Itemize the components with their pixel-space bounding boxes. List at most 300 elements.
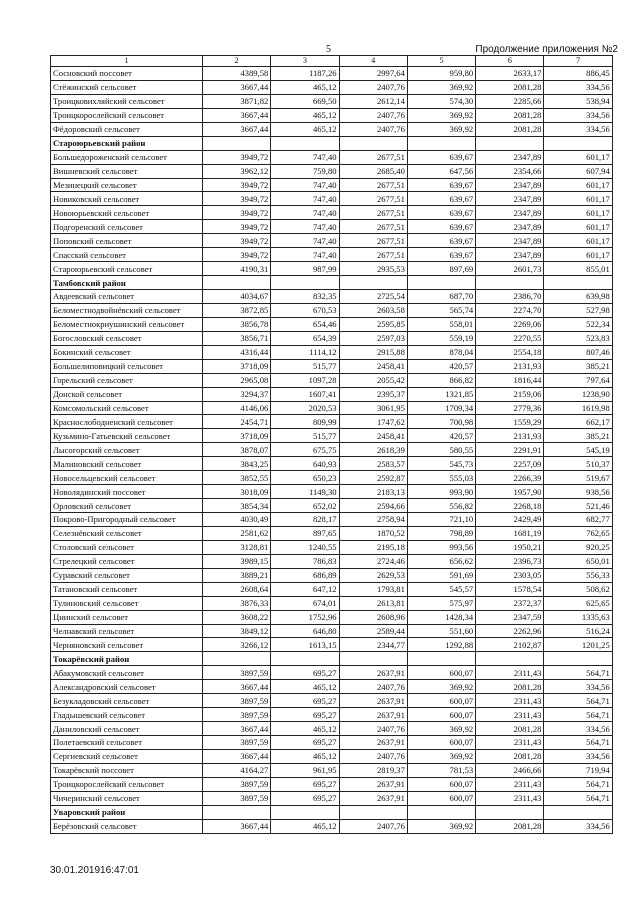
continuation-note: Продолжение приложения №2 (475, 44, 618, 55)
value-cell: 662,17 (544, 415, 612, 429)
district-header-row (51, 652, 613, 666)
value-cell: 2195,18 (339, 540, 407, 554)
value-cell: 3667,44 (203, 80, 271, 94)
value-cell: 1097,28 (271, 373, 339, 387)
district-header-row (51, 276, 613, 290)
settlement-name: Бокинский сельсовет (51, 345, 203, 359)
table-row (51, 568, 613, 582)
value-cell: 797,64 (544, 373, 612, 387)
value-cell: 639,67 (407, 220, 475, 234)
value-cell: 600,07 (407, 694, 475, 708)
value-cell: 3852,55 (203, 471, 271, 485)
value-cell: 538,94 (544, 94, 612, 108)
value-cell: 2055,42 (339, 373, 407, 387)
value-cell: 1747,62 (339, 415, 407, 429)
value-cell: 669,50 (271, 94, 339, 108)
value-cell: 385,21 (544, 429, 612, 443)
value-cell: 3667,44 (203, 722, 271, 736)
value-cell: 2372,37 (476, 596, 544, 610)
value-cell: 3897,59 (203, 791, 271, 805)
value-cell: 938,56 (544, 485, 612, 499)
value-cell: 2618,39 (339, 443, 407, 457)
value-cell: 508,62 (544, 582, 612, 596)
value-cell: 747,40 (271, 220, 339, 234)
value-cell: 600,07 (407, 666, 475, 680)
value-cell: 3294,37 (203, 387, 271, 401)
table-row (51, 457, 613, 471)
value-cell: 2386,70 (476, 290, 544, 304)
value-cell: 2724,46 (339, 554, 407, 568)
value-cell: 1613,15 (271, 638, 339, 652)
value-cell: 545,19 (544, 443, 612, 457)
value-cell: 2262,96 (476, 624, 544, 638)
value-cell: 2592,87 (339, 471, 407, 485)
value-cell: 2601,73 (476, 262, 544, 276)
value-cell: 369,92 (407, 749, 475, 763)
value-cell: 2311,43 (476, 694, 544, 708)
value-cell: 2583,57 (339, 457, 407, 471)
value-cell: 2347,89 (476, 178, 544, 192)
empty-cell (407, 652, 475, 666)
value-cell: 2159,06 (476, 387, 544, 401)
value-cell: 2458,41 (339, 429, 407, 443)
table-row (51, 192, 613, 206)
value-cell: 2685,40 (339, 164, 407, 178)
value-cell: 650,01 (544, 554, 612, 568)
empty-cell (271, 805, 339, 819)
table-row (51, 206, 613, 220)
table-row (51, 122, 613, 136)
settlement-name: Поповский сельсовет (51, 234, 203, 248)
value-cell: 2407,76 (339, 819, 407, 833)
empty-cell (544, 136, 612, 150)
settlement-name: Сосновский поссовет (51, 67, 203, 81)
value-cell: 2629,53 (339, 568, 407, 582)
value-cell: 3854,34 (203, 499, 271, 513)
value-cell: 2396,73 (476, 554, 544, 568)
settlement-name: Татановский сельсовет (51, 582, 203, 596)
value-cell: 2637,91 (339, 791, 407, 805)
settlement-name: Столовский сельсовет (51, 540, 203, 554)
value-cell: 369,92 (407, 80, 475, 94)
settlement-name: Цнинский сельсовет (51, 610, 203, 624)
value-cell: 828,17 (271, 513, 339, 527)
column-header: 1 (51, 56, 203, 67)
value-cell: 647,12 (271, 582, 339, 596)
value-cell: 2915,88 (339, 345, 407, 359)
settlement-name: Беломестнодвойнёвский сельсовет (51, 303, 203, 317)
value-cell: 2608,96 (339, 610, 407, 624)
value-cell: 993,90 (407, 485, 475, 499)
value-cell: 565,74 (407, 303, 475, 317)
value-cell: 2081,28 (476, 680, 544, 694)
value-cell: 2081,28 (476, 749, 544, 763)
value-cell: 2407,76 (339, 749, 407, 763)
value-cell: 2466,66 (476, 763, 544, 777)
value-cell: 1114,12 (271, 345, 339, 359)
value-cell: 2347,89 (476, 150, 544, 164)
value-cell: 2347,89 (476, 192, 544, 206)
table-row (51, 722, 613, 736)
empty-cell (271, 276, 339, 290)
value-cell: 420,57 (407, 429, 475, 443)
value-cell: 1292,88 (407, 638, 475, 652)
settlement-name: Мезинецкий сельсовет (51, 178, 203, 192)
empty-cell (476, 805, 544, 819)
value-cell: 2429,49 (476, 513, 544, 527)
value-cell: 521,46 (544, 499, 612, 513)
value-cell: 2677,51 (339, 220, 407, 234)
table-row (51, 303, 613, 317)
value-cell: 607,94 (544, 164, 612, 178)
value-cell: 1607,41 (271, 387, 339, 401)
value-cell: 809,99 (271, 415, 339, 429)
value-cell: 647,56 (407, 164, 475, 178)
value-cell: 695,27 (271, 736, 339, 750)
value-cell: 2589,44 (339, 624, 407, 638)
empty-cell (476, 136, 544, 150)
settlement-name: Подгоренский сельсовет (51, 220, 203, 234)
table-row (51, 499, 613, 513)
column-header: 4 (339, 56, 407, 67)
settlement-name: Большелиповицкий сельсовет (51, 359, 203, 373)
empty-cell (339, 805, 407, 819)
settlement-name: Суравский сельсовет (51, 568, 203, 582)
value-cell: 2081,28 (476, 122, 544, 136)
value-cell: 465,12 (271, 122, 339, 136)
value-cell: 1950,21 (476, 540, 544, 554)
table-row (51, 624, 613, 638)
district-name: Тамбовский район (51, 276, 203, 290)
settlement-name: Безукладовский сельсовет (51, 694, 203, 708)
value-cell: 2311,43 (476, 666, 544, 680)
value-cell: 556,33 (544, 568, 612, 582)
value-cell: 747,40 (271, 178, 339, 192)
value-cell: 682,77 (544, 513, 612, 527)
value-cell: 719,94 (544, 763, 612, 777)
value-cell: 2131,93 (476, 429, 544, 443)
value-cell: 675,75 (271, 443, 339, 457)
table-row (51, 373, 613, 387)
value-cell: 2407,76 (339, 108, 407, 122)
value-cell: 2311,43 (476, 791, 544, 805)
value-cell: 545,73 (407, 457, 475, 471)
value-cell: 747,40 (271, 248, 339, 262)
table-row (51, 248, 613, 262)
column-header: 3 (271, 56, 339, 67)
table-row (51, 596, 613, 610)
value-cell: 4190,31 (203, 262, 271, 276)
value-cell: 3949,72 (203, 220, 271, 234)
value-cell: 646,80 (271, 624, 339, 638)
value-cell: 1681,19 (476, 526, 544, 540)
value-cell: 2633,17 (476, 67, 544, 81)
value-cell: 4034,67 (203, 290, 271, 304)
value-cell: 3949,72 (203, 234, 271, 248)
table-row (51, 736, 613, 750)
value-cell: 781,53 (407, 763, 475, 777)
value-cell: 2594,66 (339, 499, 407, 513)
settlement-name: Горельский сельсовет (51, 373, 203, 387)
value-cell: 2935,53 (339, 262, 407, 276)
table-row (51, 429, 613, 443)
settlement-name: Троицковихляйский сельсовет (51, 94, 203, 108)
table-row (51, 150, 613, 164)
value-cell: 2131,93 (476, 359, 544, 373)
value-cell: 721,10 (407, 513, 475, 527)
value-cell: 420,57 (407, 359, 475, 373)
table-row (51, 526, 613, 540)
value-cell: 3871,82 (203, 94, 271, 108)
settlement-name: Александровский сельсовет (51, 680, 203, 694)
value-cell: 2081,28 (476, 80, 544, 94)
value-cell: 670,53 (271, 303, 339, 317)
value-cell: 4146,06 (203, 401, 271, 415)
settlement-name: Покрово-Пригородный сельсовет (51, 513, 203, 527)
value-cell: 2081,28 (476, 108, 544, 122)
settlement-name: Чичеринский сельсовет (51, 791, 203, 805)
empty-cell (271, 652, 339, 666)
value-cell: 4030,49 (203, 513, 271, 527)
settlement-name: Троицкорослейский сельсовет (51, 108, 203, 122)
table-row (51, 791, 613, 805)
value-cell: 2997,64 (339, 67, 407, 81)
value-cell: 369,92 (407, 122, 475, 136)
value-cell: 807,46 (544, 345, 612, 359)
settlement-name: Черняновский сельсовет (51, 638, 203, 652)
value-cell: 465,12 (271, 749, 339, 763)
value-cell: 747,40 (271, 150, 339, 164)
value-cell: 2268,18 (476, 499, 544, 513)
empty-cell (407, 805, 475, 819)
empty-cell (544, 805, 612, 819)
value-cell: 878,04 (407, 345, 475, 359)
settlement-name: Беломестнокриушинский сельсовет (51, 317, 203, 331)
value-cell: 3128,81 (203, 540, 271, 554)
value-cell: 465,12 (271, 80, 339, 94)
value-cell: 656,62 (407, 554, 475, 568)
value-cell: 555,03 (407, 471, 475, 485)
value-cell: 639,67 (407, 192, 475, 206)
settlement-name: Селезнёвский сельсовет (51, 526, 203, 540)
table-row (51, 638, 613, 652)
table-row (51, 108, 613, 122)
table-row (51, 178, 613, 192)
table-row (51, 485, 613, 499)
value-cell: 465,12 (271, 722, 339, 736)
value-cell: 527,98 (544, 303, 612, 317)
value-cell: 3061,95 (339, 401, 407, 415)
value-cell: 564,71 (544, 694, 612, 708)
empty-cell (203, 136, 271, 150)
table-row (51, 415, 613, 429)
value-cell: 3018,09 (203, 485, 271, 499)
value-cell: 2303,05 (476, 568, 544, 582)
value-cell: 3949,72 (203, 178, 271, 192)
value-cell: 2291,91 (476, 443, 544, 457)
value-cell: 3856,71 (203, 331, 271, 345)
settlement-name: Стёжинский сельсовет (51, 80, 203, 94)
value-cell: 3949,72 (203, 206, 271, 220)
value-cell: 3949,72 (203, 192, 271, 206)
empty-cell (203, 652, 271, 666)
empty-cell (271, 136, 339, 150)
settlement-name: Полетаевский сельсовет (51, 736, 203, 750)
value-cell: 654,46 (271, 317, 339, 331)
value-cell: 2965,08 (203, 373, 271, 387)
settlement-name: Комсомольский сельсовет (51, 401, 203, 415)
value-cell: 959,80 (407, 67, 475, 81)
value-cell: 369,92 (407, 819, 475, 833)
value-cell: 601,17 (544, 192, 612, 206)
value-cell: 2595,85 (339, 317, 407, 331)
district-name: Староюрьевский район (51, 136, 203, 150)
district-name: Уваровский район (51, 805, 203, 819)
column-header: 5 (407, 56, 475, 67)
value-cell: 591,69 (407, 568, 475, 582)
value-cell: 3843,25 (203, 457, 271, 471)
value-cell: 2637,91 (339, 736, 407, 750)
value-cell: 465,12 (271, 108, 339, 122)
value-cell: 2581,62 (203, 526, 271, 540)
table-row (51, 610, 613, 624)
value-cell: 3667,44 (203, 680, 271, 694)
empty-cell (407, 276, 475, 290)
value-cell: 695,27 (271, 777, 339, 791)
empty-cell (339, 652, 407, 666)
settlement-name: Тулиновский сельсовет (51, 596, 203, 610)
value-cell: 2758,94 (339, 513, 407, 527)
table-row (51, 80, 613, 94)
value-cell: 2454,71 (203, 415, 271, 429)
value-cell: 523,83 (544, 331, 612, 345)
value-cell: 2269,06 (476, 317, 544, 331)
settlement-name: Фёдоровский сельсовет (51, 122, 203, 136)
value-cell: 575,97 (407, 596, 475, 610)
column-header: 6 (476, 56, 544, 67)
settlement-name: Челнавский сельсовет (51, 624, 203, 638)
value-cell: 1240,55 (271, 540, 339, 554)
value-cell: 3608,22 (203, 610, 271, 624)
value-cell: 747,40 (271, 192, 339, 206)
value-cell: 639,67 (407, 248, 475, 262)
table-row (51, 345, 613, 359)
value-cell: 639,98 (544, 290, 612, 304)
value-cell: 369,92 (407, 722, 475, 736)
value-cell: 3718,09 (203, 359, 271, 373)
value-cell: 3989,15 (203, 554, 271, 568)
value-cell: 3949,72 (203, 150, 271, 164)
district-header-row (51, 136, 613, 150)
value-cell: 2603,58 (339, 303, 407, 317)
table-row (51, 763, 613, 777)
value-cell: 601,17 (544, 248, 612, 262)
value-cell: 2637,91 (339, 708, 407, 722)
column-header: 2 (203, 56, 271, 67)
value-cell: 3897,59 (203, 694, 271, 708)
value-cell: 600,07 (407, 708, 475, 722)
district-name: Токарёвский район (51, 652, 203, 666)
value-cell: 1816,44 (476, 373, 544, 387)
column-header-row (51, 56, 613, 67)
column-header: 7 (544, 56, 612, 67)
value-cell: 639,67 (407, 150, 475, 164)
settlement-name: Абакумовский сельсовет (51, 666, 203, 680)
table-row (51, 582, 613, 596)
value-cell: 1870,52 (339, 526, 407, 540)
value-cell: 686,89 (271, 568, 339, 582)
value-cell: 886,45 (544, 67, 612, 81)
value-cell: 1238,90 (544, 387, 612, 401)
value-cell: 510,37 (544, 457, 612, 471)
empty-cell (203, 805, 271, 819)
value-cell: 334,56 (544, 80, 612, 94)
settlement-name: Староюрьевский сельсовет (51, 262, 203, 276)
value-cell: 1335,63 (544, 610, 612, 624)
value-cell: 1619,98 (544, 401, 612, 415)
settlement-name: Вишневский сельсовет (51, 164, 203, 178)
value-cell: 2608,64 (203, 582, 271, 596)
value-cell: 3667,44 (203, 122, 271, 136)
value-cell: 2347,89 (476, 220, 544, 234)
value-cell: 564,71 (544, 736, 612, 750)
table-row (51, 554, 613, 568)
value-cell: 3667,44 (203, 819, 271, 833)
table-row (51, 164, 613, 178)
value-cell: 4389,58 (203, 67, 271, 81)
value-cell: 798,89 (407, 526, 475, 540)
value-cell: 601,17 (544, 206, 612, 220)
value-cell: 2347,89 (476, 234, 544, 248)
value-cell: 3667,44 (203, 108, 271, 122)
value-cell: 2819,37 (339, 763, 407, 777)
value-cell: 1149,30 (271, 485, 339, 499)
settlement-name: Даниловский сельсовет (51, 722, 203, 736)
value-cell: 639,67 (407, 178, 475, 192)
value-cell: 559,19 (407, 331, 475, 345)
table-row (51, 262, 613, 276)
value-cell: 1709,34 (407, 401, 475, 415)
value-cell: 2347,59 (476, 610, 544, 624)
table-row (51, 359, 613, 373)
value-cell: 2285,66 (476, 94, 544, 108)
empty-cell (339, 276, 407, 290)
value-cell: 564,71 (544, 666, 612, 680)
value-cell: 1752,96 (271, 610, 339, 624)
value-cell: 2407,76 (339, 122, 407, 136)
value-cell: 759,80 (271, 164, 339, 178)
value-cell: 3876,33 (203, 596, 271, 610)
value-cell: 855,01 (544, 262, 612, 276)
value-cell: 1187,26 (271, 67, 339, 81)
value-cell: 832,35 (271, 290, 339, 304)
value-cell: 1793,81 (339, 582, 407, 596)
value-cell: 2779,36 (476, 401, 544, 415)
value-cell: 551,60 (407, 624, 475, 638)
value-cell: 652,02 (271, 499, 339, 513)
settlement-name: Троицкорослейский сельсовет (51, 777, 203, 791)
settlement-name: Донской сельсовет (51, 387, 203, 401)
value-cell: 2354,66 (476, 164, 544, 178)
print-timestamp: 30.01.201916:47:01 (50, 865, 139, 876)
value-cell: 334,56 (544, 680, 612, 694)
settlement-name: Большедороженский сельсовет (51, 150, 203, 164)
value-cell: 515,77 (271, 429, 339, 443)
value-cell: 3897,59 (203, 666, 271, 680)
value-cell: 519,67 (544, 471, 612, 485)
table-row (51, 67, 613, 81)
value-cell: 2407,76 (339, 80, 407, 94)
